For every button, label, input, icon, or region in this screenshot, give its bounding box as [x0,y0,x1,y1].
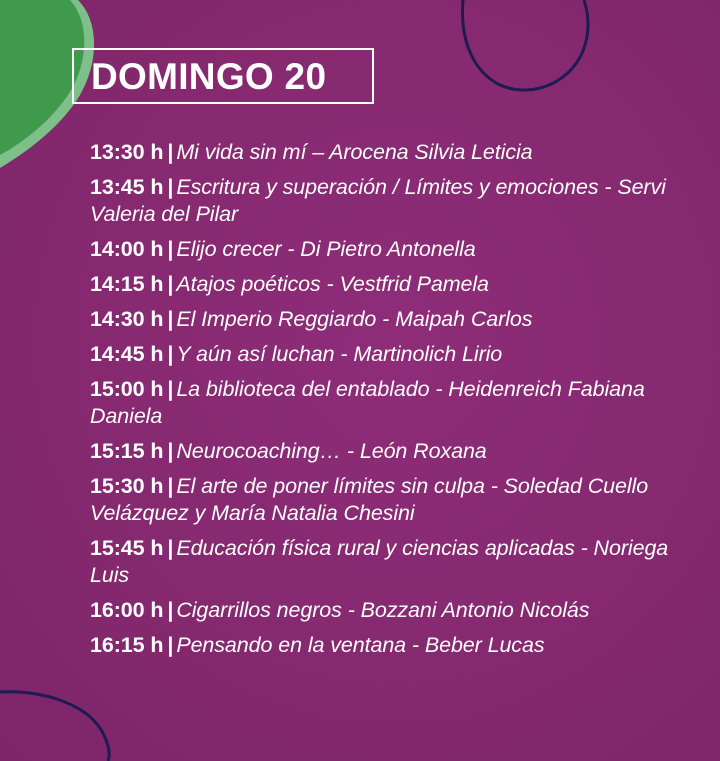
entry-separator: | [167,536,174,560]
entry-time: 15:00 h [90,377,164,401]
entry-title-author: El arte de poner límites sin culpa - Soledad Cuello Velázquez y María Natalia Chesini [90,474,649,525]
entry-separator: | [167,474,174,498]
entry-separator: | [167,307,174,331]
entry-separator: | [167,439,174,463]
entry-time: 14:00 h [90,237,164,261]
entry-time: 16:00 h [90,598,164,622]
entry-title-author: Y aún así luchan - Martinolich Lirio [176,342,503,366]
entry-title-author: Escritura y superación / Límites y emociones - Servi Valeria del Pilar [90,175,666,226]
entry-separator: | [167,237,174,261]
entry-time: 14:15 h [90,272,164,296]
entry-time: 15:30 h [90,474,164,498]
schedule-entry [90,632,690,659]
entry-time: 14:30 h [90,307,164,331]
entry-separator: | [167,140,174,164]
entry-separator: | [167,377,174,401]
entry-time: 15:15 h [90,439,164,463]
entry-title-author: Atajos poéticos - Vestfrid Pamela [176,272,489,296]
entry-title-author: Pensando en la ventana - Beber Lucas [176,633,545,657]
schedule-entry [90,174,690,228]
entry-title-author: La biblioteca del entablado - Heidenreich Fabiana Daniela [90,377,645,428]
entry-separator: | [167,272,174,296]
schedule-entry [90,271,690,298]
entry-separator: | [167,175,174,199]
schedule-entry [90,341,690,368]
entry-title-author: Mi vida sin mí – Arocena Silvia Leticia [176,140,533,164]
schedule-entry [90,597,690,624]
schedule-entry [90,139,690,166]
entry-time: 14:45 h [90,342,164,366]
navy-outline-arc [0,692,109,761]
entry-separator: | [167,342,174,366]
schedule-entry [90,438,690,465]
entry-time: 13:30 h [90,140,164,164]
schedule-entry [90,535,690,589]
page-title: DOMINGO 20 [91,55,327,97]
entry-separator: | [167,633,174,657]
schedule-entry [90,306,690,333]
navy-outline-ring [462,0,587,90]
day-title-box [72,48,374,104]
entry-title-author: El Imperio Reggiardo - Maipah Carlos [176,307,533,331]
schedule-entry [90,236,690,263]
schedule-entry [90,473,690,527]
entry-time: 13:45 h [90,175,164,199]
schedule-list [90,139,690,667]
entry-title-author: Neurocoaching… - León Roxana [176,439,487,463]
entry-title-author: Cigarrillos negros - Bozzani Antonio Nicolás [176,598,590,622]
entry-time: 15:45 h [90,536,164,560]
entry-separator: | [167,598,174,622]
schedule-entry [90,376,690,430]
entry-time: 16:15 h [90,633,164,657]
entry-title-author: Elijo crecer - Di Pietro Antonella [176,237,476,261]
entry-title-author: Educación física rural y ciencias aplicadas - Noriega Luis [90,536,669,587]
